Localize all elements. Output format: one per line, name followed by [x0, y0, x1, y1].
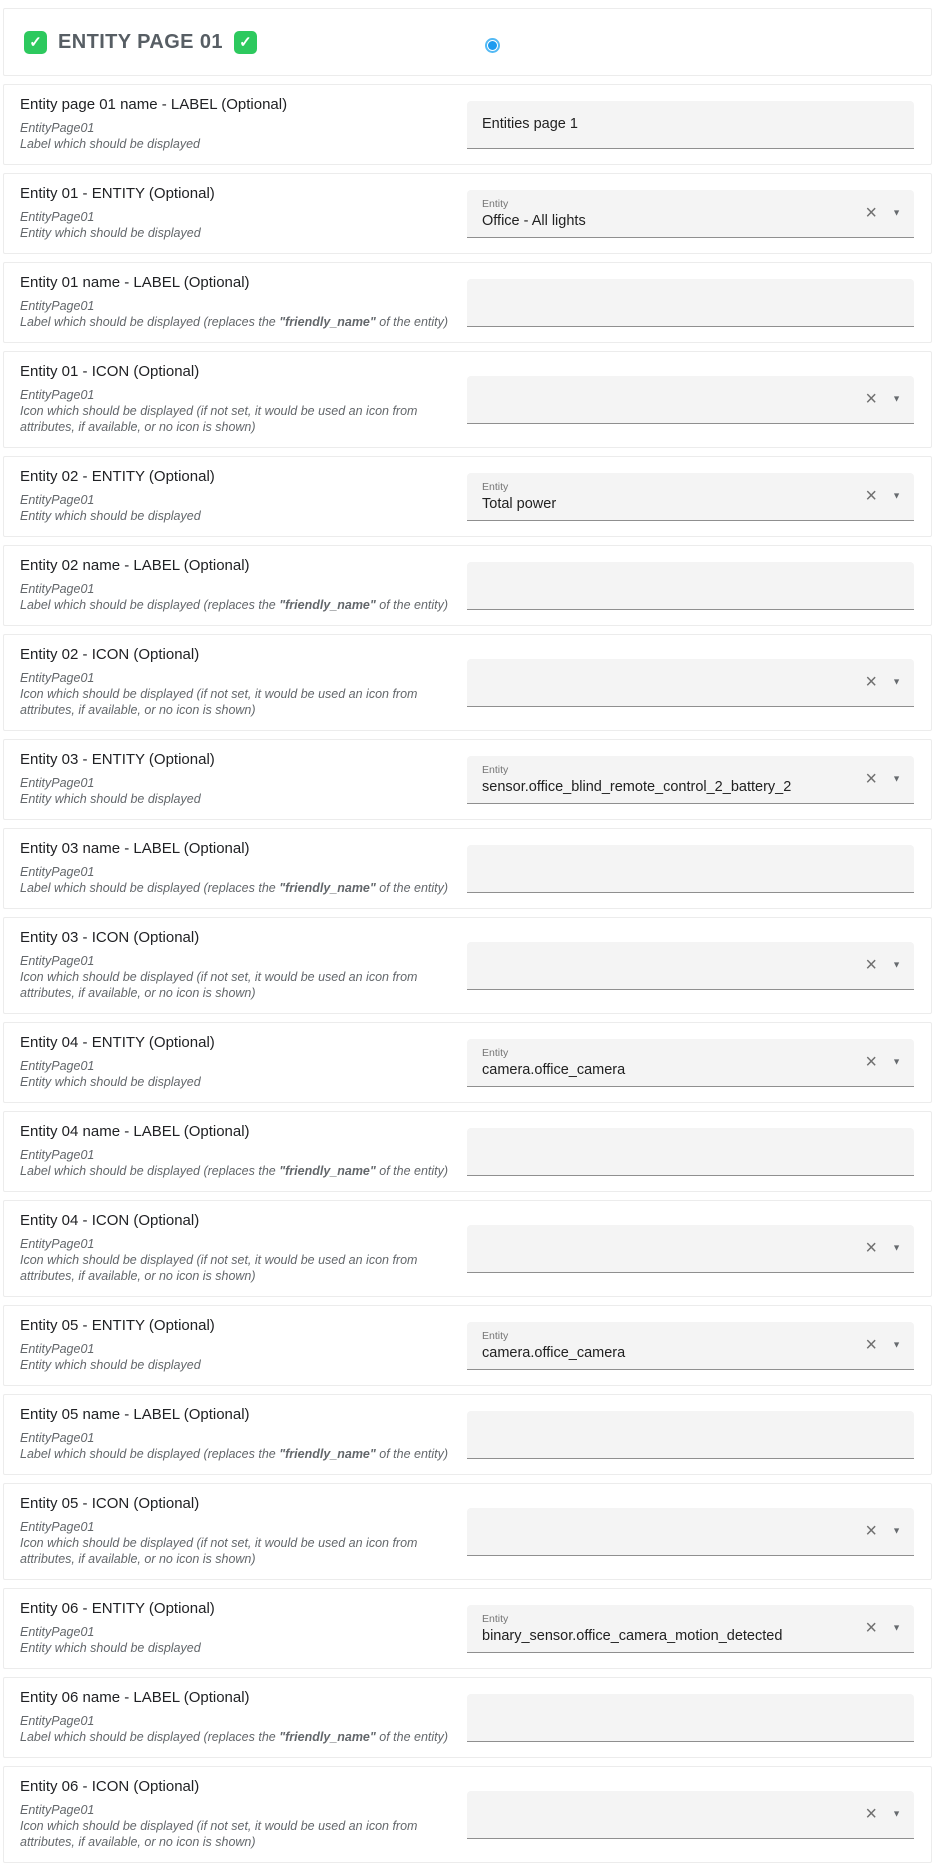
row-subtitle: EntityPage01 — [20, 954, 95, 968]
dropdown-caret-icon[interactable]: ▼ — [892, 959, 901, 970]
row-info — [4, 918, 467, 1013]
row-field-area — [467, 1781, 931, 1849]
form-row-entity-01-name-label — [3, 262, 932, 343]
form-row-entity-03-icon — [3, 917, 932, 1014]
row-title: Entity 01 name - LABEL (Optional) — [20, 274, 250, 291]
row-info — [4, 1678, 467, 1757]
row-description: Icon which should be displayed (if not set, it would be used an icon from attributes, if available, or no icon is shown) — [20, 404, 418, 434]
row-subtitle: EntityPage01 — [20, 1520, 95, 1534]
row-description: Icon which should be displayed (if not set, it would be used an icon from attributes, if available, or no icon is shown) — [20, 1536, 418, 1566]
check-icon: ✓ — [29, 33, 42, 51]
entity-select[interactable] — [467, 473, 914, 521]
form-row-entity-01-entity — [3, 173, 932, 254]
form-row-entity-01-icon — [3, 351, 932, 448]
clear-icon[interactable]: × — [865, 671, 877, 693]
row-description: Entity which should be displayed — [20, 1641, 201, 1655]
section-checkbox-left[interactable] — [24, 31, 47, 54]
row-subtitle: EntityPage01 — [20, 1342, 95, 1356]
row-subtitle: EntityPage01 — [20, 1431, 95, 1445]
row-subtitle: EntityPage01 — [20, 1148, 95, 1162]
clear-icon[interactable]: × — [865, 1520, 877, 1542]
row-info — [4, 85, 467, 164]
row-description: Label which should be displayed (replaces the "friendly_name" of the entity) — [20, 315, 449, 329]
row-subtitle: EntityPage01 — [20, 493, 95, 507]
clear-icon[interactable]: × — [865, 1334, 877, 1356]
row-description: Entity which should be displayed — [20, 1358, 201, 1372]
row-field-area — [467, 1215, 931, 1283]
row-field-area — [467, 1029, 931, 1097]
section-header-left — [24, 31, 257, 54]
dropdown-caret-icon[interactable]: ▼ — [892, 490, 901, 501]
entity-select[interactable] — [467, 1605, 914, 1653]
row-description: Entity which should be displayed — [20, 792, 201, 806]
row-title: Entity 01 - ENTITY (Optional) — [20, 185, 215, 202]
row-title: Entity 06 - ICON (Optional) — [20, 1778, 200, 1795]
form-row-entity-05-name-label — [3, 1394, 932, 1475]
clear-icon[interactable]: × — [865, 1237, 877, 1259]
entity-select[interactable] — [467, 756, 914, 804]
entity-select[interactable] — [467, 1791, 914, 1839]
text-input[interactable] — [467, 101, 914, 149]
check-icon: ✓ — [239, 33, 252, 51]
row-description: Label which should be displayed (replaces the "friendly_name" of the entity) — [20, 881, 449, 895]
clear-icon[interactable]: × — [865, 954, 877, 976]
row-info — [4, 1767, 467, 1862]
clear-icon[interactable]: × — [865, 1617, 877, 1639]
row-description: Label which should be displayed (replaces the "friendly_name" of the entity) — [20, 598, 449, 612]
row-info — [4, 1023, 467, 1102]
row-subtitle: EntityPage01 — [20, 671, 95, 685]
row-description: Entity which should be displayed — [20, 509, 201, 523]
clear-icon[interactable]: × — [865, 1803, 877, 1825]
row-field-area — [467, 463, 931, 531]
form-row-entity-05-icon — [3, 1483, 932, 1580]
dropdown-caret-icon[interactable]: ▼ — [892, 207, 901, 218]
field-value: Entities page 1 — [482, 116, 578, 132]
row-info — [4, 457, 467, 536]
text-input[interactable] — [467, 279, 914, 327]
row-info — [4, 1395, 467, 1474]
row-info — [4, 174, 467, 253]
row-info — [4, 740, 467, 819]
row-info — [4, 1201, 467, 1296]
row-description: Icon which should be displayed (if not set, it would be used an icon from attributes, if available, or no icon is shown) — [20, 970, 418, 1000]
section-title: ENTITY PAGE 01 — [58, 30, 223, 53]
radio-dot-icon — [488, 41, 497, 50]
text-input[interactable] — [467, 562, 914, 610]
form-row-entity-04-entity — [3, 1022, 932, 1103]
clear-icon[interactable]: × — [865, 485, 877, 507]
row-field-area — [467, 1498, 931, 1566]
dropdown-caret-icon[interactable]: ▼ — [892, 676, 901, 687]
dropdown-caret-icon[interactable]: ▼ — [892, 1339, 901, 1350]
row-title: Entity 03 name - LABEL (Optional) — [20, 840, 250, 857]
row-field-area — [467, 1401, 931, 1469]
row-subtitle: EntityPage01 — [20, 1714, 95, 1728]
row-field-area — [467, 932, 931, 1000]
row-title: Entity 02 - ENTITY (Optional) — [20, 468, 215, 485]
row-title: Entity 04 name - LABEL (Optional) — [20, 1123, 250, 1140]
row-field-area — [467, 1312, 931, 1380]
row-title: Entity 02 name - LABEL (Optional) — [20, 557, 250, 574]
section-checkbox-right[interactable] — [234, 31, 257, 54]
field-value: sensor.office_blind_remote_control_2_battery_2 — [482, 778, 792, 795]
form-row-entity-03-name-label — [3, 828, 932, 909]
row-description: Entity which should be displayed — [20, 226, 201, 240]
entity-select[interactable] — [467, 1039, 914, 1087]
row-title: Entity 01 - ICON (Optional) — [20, 363, 200, 380]
row-subtitle: EntityPage01 — [20, 121, 95, 135]
row-title: Entity page 01 name - LABEL (Optional) — [20, 96, 288, 113]
row-description: Label which should be displayed — [20, 137, 200, 151]
text-input[interactable] — [467, 1411, 914, 1459]
row-description: Icon which should be displayed (if not set, it would be used an icon from attributes, if available, or no icon is shown) — [20, 1253, 418, 1283]
field-floating-label: Entity — [482, 1329, 509, 1342]
row-title: Entity 06 name - LABEL (Optional) — [20, 1689, 250, 1706]
form-row-entity-06-entity — [3, 1588, 932, 1669]
entity-select[interactable] — [467, 190, 914, 238]
row-description: Label which should be displayed (replaces the "friendly_name" of the entity) — [20, 1730, 449, 1744]
field-value: binary_sensor.office_camera_motion_detected — [482, 1627, 783, 1644]
row-field-area — [467, 180, 931, 248]
field-floating-label: Entity — [482, 480, 509, 493]
clear-icon[interactable]: × — [865, 1051, 877, 1073]
section-header — [3, 8, 932, 76]
row-subtitle: EntityPage01 — [20, 1625, 95, 1639]
field-floating-label: Entity — [482, 763, 509, 776]
clear-icon[interactable]: × — [865, 202, 877, 224]
form-row-entity-05-entity — [3, 1305, 932, 1386]
row-subtitle: EntityPage01 — [20, 1803, 95, 1817]
field-value: camera.office_camera — [482, 1061, 626, 1078]
row-description: Label which should be displayed (replaces the "friendly_name" of the entity) — [20, 1164, 449, 1178]
form-row-entity-02-icon — [3, 634, 932, 731]
dropdown-caret-icon[interactable]: ▼ — [892, 1808, 901, 1819]
field-value: Total power — [482, 495, 557, 512]
dropdown-caret-icon[interactable]: ▼ — [892, 1242, 901, 1253]
form-row-entity-02-entity — [3, 456, 932, 537]
field-floating-label: Entity — [482, 1612, 509, 1625]
form-row-entity-04-icon — [3, 1200, 932, 1297]
text-input[interactable] — [467, 845, 914, 893]
row-subtitle: EntityPage01 — [20, 210, 95, 224]
row-subtitle: EntityPage01 — [20, 865, 95, 879]
row-info — [4, 263, 467, 342]
row-subtitle: EntityPage01 — [20, 1237, 95, 1251]
entity-select[interactable] — [467, 376, 914, 424]
form-row-entity-page-01-name-label — [3, 84, 932, 165]
row-info — [4, 352, 467, 447]
row-description: Entity which should be displayed — [20, 1075, 201, 1089]
dropdown-caret-icon[interactable]: ▼ — [892, 393, 901, 404]
form-row-entity-06-icon — [3, 1766, 932, 1863]
row-title: Entity 02 - ICON (Optional) — [20, 646, 200, 663]
section-radio-button[interactable] — [485, 38, 500, 53]
form-row-entity-04-name-label — [3, 1111, 932, 1192]
row-info — [4, 1112, 467, 1191]
row-description: Icon which should be displayed (if not set, it would be used an icon from attributes, if available, or no icon is shown) — [20, 1819, 418, 1849]
row-description: Icon which should be displayed (if not set, it would be used an icon from attributes, if available, or no icon is shown) — [20, 687, 418, 717]
entity-select[interactable] — [467, 1225, 914, 1273]
row-subtitle: EntityPage01 — [20, 299, 95, 313]
row-field-area — [467, 1595, 931, 1663]
row-title: Entity 05 - ENTITY (Optional) — [20, 1317, 215, 1334]
row-field-area — [467, 1118, 931, 1186]
field-floating-label: Entity — [482, 197, 509, 210]
text-input[interactable] — [467, 1694, 914, 1742]
clear-icon[interactable]: × — [865, 388, 877, 410]
row-field-area — [467, 366, 931, 434]
row-field-area — [467, 91, 931, 159]
row-title: Entity 03 - ENTITY (Optional) — [20, 751, 215, 768]
row-title: Entity 06 - ENTITY (Optional) — [20, 1600, 215, 1617]
row-title: Entity 04 - ENTITY (Optional) — [20, 1034, 215, 1051]
row-info — [4, 1306, 467, 1385]
row-info — [4, 1589, 467, 1668]
row-info — [4, 635, 467, 730]
form-row-entity-02-name-label — [3, 545, 932, 626]
entity-select[interactable] — [467, 1508, 914, 1556]
row-field-area — [467, 649, 931, 717]
field-value: camera.office_camera — [482, 1344, 626, 1361]
row-subtitle: EntityPage01 — [20, 1059, 95, 1073]
row-info — [4, 829, 467, 908]
row-field-area — [467, 835, 931, 903]
text-input[interactable] — [467, 1128, 914, 1176]
form-row-entity-03-entity — [3, 739, 932, 820]
dropdown-caret-icon[interactable]: ▼ — [892, 773, 901, 784]
form-row-entity-06-name-label — [3, 1677, 932, 1758]
entity-select[interactable] — [467, 659, 914, 707]
row-title: Entity 05 - ICON (Optional) — [20, 1495, 200, 1512]
row-title: Entity 05 name - LABEL (Optional) — [20, 1406, 250, 1423]
row-subtitle: EntityPage01 — [20, 388, 95, 402]
field-floating-label: Entity — [482, 1046, 509, 1059]
entity-select[interactable] — [467, 942, 914, 990]
row-subtitle: EntityPage01 — [20, 582, 95, 596]
clear-icon[interactable]: × — [865, 768, 877, 790]
dropdown-caret-icon[interactable]: ▼ — [892, 1056, 901, 1067]
row-field-area — [467, 269, 931, 337]
dropdown-caret-icon[interactable]: ▼ — [892, 1525, 901, 1536]
row-field-area — [467, 746, 931, 814]
field-value: Office - All lights — [482, 212, 586, 229]
row-field-area — [467, 1684, 931, 1752]
row-info — [4, 1484, 467, 1579]
row-info — [4, 546, 467, 625]
dropdown-caret-icon[interactable]: ▼ — [892, 1622, 901, 1633]
row-field-area — [467, 552, 931, 620]
form-rows — [0, 84, 937, 1863]
row-description: Label which should be displayed (replaces the "friendly_name" of the entity) — [20, 1447, 449, 1461]
row-title: Entity 03 - ICON (Optional) — [20, 929, 200, 946]
entity-select[interactable] — [467, 1322, 914, 1370]
row-title: Entity 04 - ICON (Optional) — [20, 1212, 200, 1229]
row-subtitle: EntityPage01 — [20, 776, 95, 790]
